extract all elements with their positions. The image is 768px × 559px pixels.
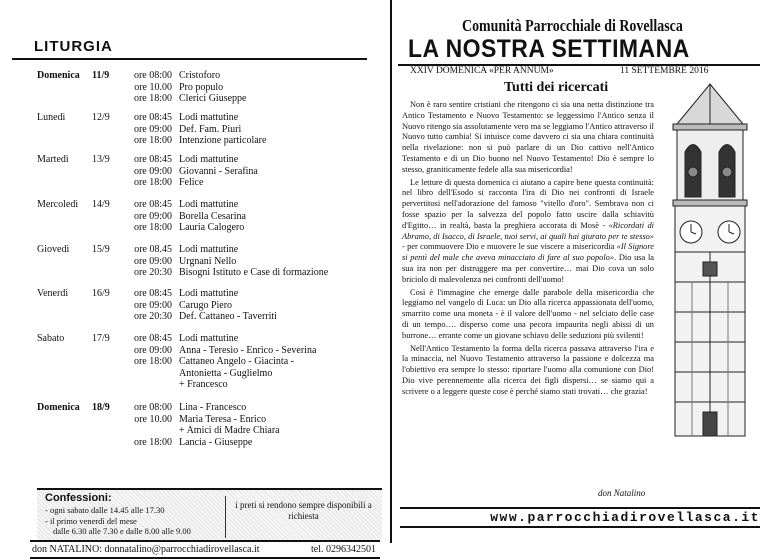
mass-time: ore 10.00 [134, 413, 172, 425]
mass-intention: Giovanni - Serafina [179, 165, 258, 177]
mass-intention: + Francesco [179, 379, 228, 390]
mass-time: ore 20:30 [133, 311, 172, 322]
mass-time: ore 20:30 [133, 267, 172, 278]
mass-intentions [179, 70, 399, 105]
day-name: Sabato [37, 333, 65, 344]
mass-intentions [179, 402, 399, 448]
liturgia-panel [12, 30, 376, 555]
day-date: 13/9 [92, 154, 110, 165]
mass-intention: Pro populo [179, 81, 224, 93]
mass-intention: Cristoforo [179, 70, 221, 81]
mass-time: ore 08:45 [133, 333, 172, 344]
mass-intention: Lodi mattutine [179, 288, 239, 299]
confessioni-line: - il primo venerdì del mese [45, 515, 137, 526]
mass-intention: Clerici Giuseppe [179, 93, 247, 104]
mass-intention: Def. Fam. Piuri [179, 123, 242, 135]
day-name: Giovedì [37, 244, 70, 255]
mass-times [128, 288, 172, 323]
mass-time [128, 379, 172, 391]
mass-intentions [179, 112, 399, 147]
day-date: 16/9 [92, 288, 110, 299]
article-title: Tutti dei ricercati [504, 80, 609, 95]
mass-time: ore 18:00 [133, 436, 172, 448]
mass-intention: Carugo Piero [179, 299, 233, 311]
mass-time: ore 08:00 [133, 402, 172, 413]
mass-intention: Antonietta - Guglielmo [179, 367, 273, 379]
article-signature: don Natalino [598, 488, 646, 498]
confessioni-title: Confessioni: [45, 492, 112, 504]
mass-time: ore 18:00 [133, 93, 172, 104]
mass-intention: Lina - Francesco [179, 402, 247, 413]
newsletter-title: LA NOSTRA SETTIMANA [408, 35, 690, 63]
article-paragraph: Le letture di questa domenica ci aiutano a capire bene questa continuità: nel libro dell'Esodo si racconta l'ira di Dio nei confronti di Israele pervertitosi nell'adorazione del famoso "vitello d'oro". Sembrava non ci fosse spazio per la salvezza del popolo fatto uscire dalla schiavitù d'Egitto… in realtà, basta la preghiera accorata di Mosè - «Ricordati di Abramo, di Isacco, di Israele, tuoi servi, ai quali hai giurato per te stesso» - per commuovere Dio e muovere le sue viscere a misericordia «Il Signore si pentì del male che aveva minacciato di fare al suo popolo». Dio usa la sua ira non per distruggere ma per convertire… mai Dio cova un solo briciolo di malevolenza nei confronti dell'uomo! [402, 177, 655, 284]
article-paragraph: Così è l'immagine che emerge dalle parabole della misericordia che leggiamo nel vangelo di Luca: un Dio alla ricerca appassionata dell'uomo, smarrito come una moneta - è il valore dell'uomo - nel selciato delle case di un tempo…. disperso come una pecora impaurita negli abissi di un burrone… errante come un giovane schiavo delle seduzioni più svilenti! [402, 287, 654, 340]
day-date: 15/9 [92, 244, 110, 255]
article-paragraph: Non è raro sentire cristiani che ritengono ci sia una netta distinzione tra Antico Testamento e Nuovo Testamento: se leggessimo l'Antico senza il Nuovo ritengo sia assolutamente vero ma se leggiamo l'Antico attraverso il Nuovo tutto cambia! Si intuisce come davvero ci sia una chiara continuità nella rivelazione: non si può parlare di un Dio cattivo nell'Antico Testamento e di un Dio buono nel Nuovo Testamento! Dio è sempre lo stesso, graniticamente fedele alla sua misericordia! [402, 100, 654, 174]
day-name: Lunedì [37, 112, 66, 123]
mass-time: ore 08:45 [133, 288, 172, 299]
mass-intentions [179, 333, 399, 391]
mass-intention: Urgnani Nello [179, 255, 237, 267]
mass-times [128, 70, 172, 105]
mass-times [128, 199, 172, 234]
mass-times [128, 112, 172, 147]
mass-intention: Lodi mattutine [179, 112, 239, 123]
mass-time [128, 425, 172, 437]
confessioni-line: dalle 6.30 alle 7.30 e dalle 8.00 alle 9.00 [53, 526, 191, 536]
mass-time: ore 18:00 [133, 356, 172, 367]
bell-tower-illustration [655, 82, 765, 442]
mass-intentions [179, 154, 399, 189]
mass-intention: Lodi mattutine [179, 333, 239, 344]
mass-intention: + Amici di Madre Chiara [179, 425, 280, 436]
mass-time: ore 09:00 [133, 299, 172, 311]
mass-time: ore 10.00 [134, 81, 172, 93]
article-body [402, 100, 654, 400]
mass-intention: Maria Teresa - Enrico [179, 413, 267, 425]
mass-times [128, 402, 172, 448]
confessioni-note: i preti si rendono sempre disponibili a richiesta [225, 496, 381, 538]
mass-time: ore 09:00 [133, 344, 172, 356]
mass-intention: Intenzione particolare [179, 135, 267, 146]
mass-time: ore 18:00 [133, 135, 172, 146]
mass-time: ore 18:00 [133, 177, 172, 188]
mass-time: ore 09:00 [133, 165, 172, 177]
mass-times [128, 244, 172, 279]
liturgical-sunday: XXIV DOMENICA «PER ANNUM» [410, 66, 554, 76]
confessioni-line: - ogni sabato dalle 14.45 alle 17.30 [45, 505, 165, 515]
mass-time: ore 08:45 [133, 112, 172, 123]
mass-intention: Cattaneo Angelo - Giacinta - [179, 356, 294, 367]
mass-time: ore 08:00 [133, 70, 172, 81]
newsletter-panel [390, 0, 768, 543]
mass-intention: Borella Cesarina [179, 210, 246, 222]
mass-time: ore 09:00 [133, 210, 172, 222]
parish-name: Comunità Parrocchiale di Rovellasca [462, 16, 683, 35]
website-footer [400, 507, 760, 528]
mass-intention: Anna - Teresio - Enrico - Severina [179, 344, 317, 356]
day-date: 14/9 [92, 199, 110, 210]
mass-intention: Lodi mattutine [179, 154, 239, 165]
website-link[interactable]: www.parrocchiadirovellasca.it [490, 510, 760, 525]
confessioni-box [37, 488, 382, 540]
mass-intention: Lancia - Giuseppe [179, 436, 253, 448]
mass-time: ore 09:00 [133, 123, 172, 135]
day-name: Martedì [37, 154, 69, 165]
mass-intentions [179, 199, 399, 234]
mass-times [128, 333, 172, 391]
contact-phone[interactable]: tel. 0296342501 [311, 544, 376, 555]
mass-intention: Lodi mattutine [179, 199, 239, 210]
day-date: 11/9 [92, 70, 110, 81]
day-name: Venerdì [37, 288, 69, 299]
day-name: Mercoledì [37, 199, 79, 210]
mass-time [128, 368, 172, 380]
mass-intention: Lauria Calogero [179, 222, 245, 233]
day-name: Domenica [37, 70, 80, 81]
issue-date: 11 SETTEMBRE 2016 [620, 66, 709, 76]
mass-intentions [179, 244, 399, 279]
mass-intention: Def. Cattaneo - Taverriti [179, 311, 277, 322]
mass-time: ore 18:00 [133, 222, 172, 233]
mass-time: ore 09:00 [133, 255, 172, 267]
mass-times [128, 154, 172, 189]
contact-email[interactable]: don NATALINO: donnatalino@parrocchiadirovellasca.it [32, 544, 260, 555]
liturgia-title: LITURGIA [34, 38, 113, 55]
mass-time: ore 08.45 [134, 244, 172, 255]
day-date: 18/9 [92, 402, 110, 413]
mass-intention: Lodi mattutine [179, 244, 239, 255]
article-paragraph: Nell'Antico Testamento la forma della ricerca passava attraverso l'ira e la minaccia, nel Nuovo Testamento attraverso la passione e dolcezza ma l'obiettivo era sempre lo stesso: riportare l'uomo alla comunione con Dio! Dio vive perennemente alla ricerca dei figli dispersi… se siamo qui a scrivere o a leggere queste cose è perché siamo stati trovati… che grazia! [402, 343, 654, 396]
mass-intentions [179, 288, 399, 323]
mass-intention: Felice [179, 177, 204, 188]
liturgia-divider [12, 58, 367, 60]
day-date: 12/9 [92, 112, 110, 123]
mass-time: ore 08:45 [133, 199, 172, 210]
mass-intention: Bisogni Istituto e Case di formazione [179, 267, 329, 278]
confessioni-schedule [45, 505, 191, 537]
day-name: Domenica [37, 402, 80, 413]
day-date: 17/9 [92, 333, 110, 344]
mass-time: ore 08:45 [133, 154, 172, 165]
